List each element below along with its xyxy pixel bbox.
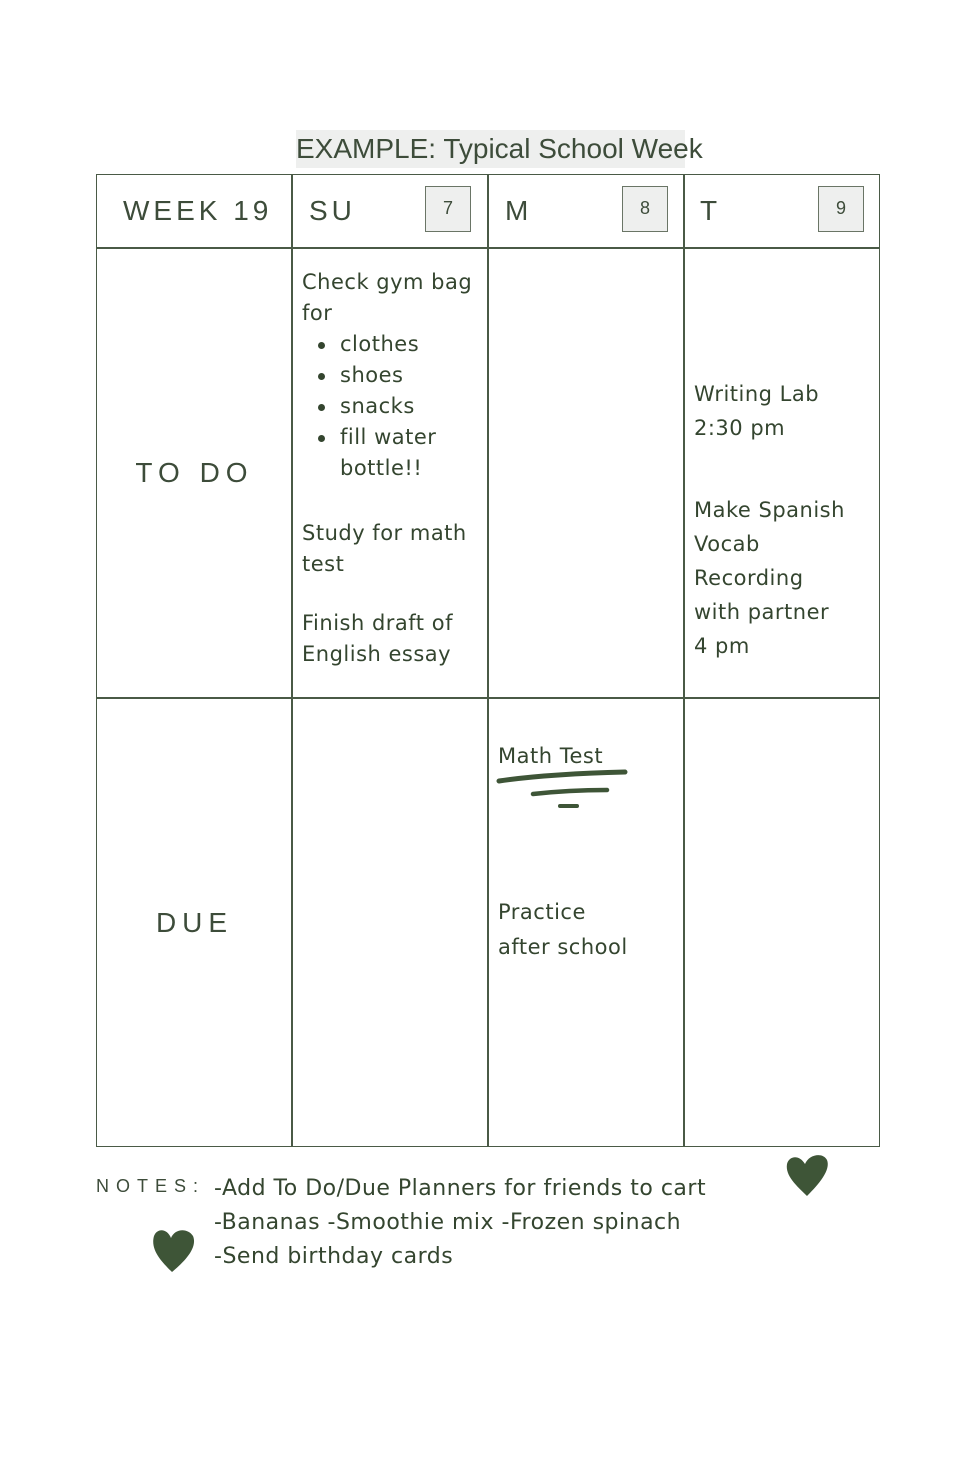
- note-line: -Bananas -Smoothie mix -Frozen spinach: [214, 1210, 682, 1235]
- todo-text: Writing Lab: [694, 382, 820, 406]
- grid-divider: [487, 175, 489, 1146]
- day-name-sunday: SU: [309, 195, 356, 226]
- grid-divider: [97, 697, 879, 699]
- list-item-continuation: bottle!!: [340, 456, 423, 480]
- todo-text: Study for math: [302, 521, 467, 545]
- date-box-tuesday: 9: [818, 186, 864, 232]
- grid-divider: [97, 247, 879, 249]
- todo-text: Vocab: [694, 532, 760, 556]
- due-row-label: DUE: [155, 907, 234, 938]
- date-box-monday: 8: [622, 186, 668, 232]
- note-line: -Send birthday cards: [214, 1244, 454, 1269]
- tuesday-todo: [694, 377, 845, 663]
- list-item: fill water: [302, 422, 472, 453]
- todo-text: test: [302, 552, 345, 576]
- day-name-tuesday: T: [700, 195, 722, 226]
- grid-divider: [683, 175, 685, 1146]
- monday-due-practice: [498, 895, 628, 965]
- due-text: Practice: [498, 900, 586, 924]
- heart-icon: [150, 1226, 198, 1274]
- grid-divider: [291, 175, 293, 1146]
- todo-text: 4 pm: [694, 634, 750, 658]
- list-item: snacks: [302, 391, 472, 422]
- page-title: EXAMPLE: Typical School Week: [296, 130, 685, 168]
- todo-text: with partner: [694, 600, 830, 624]
- due-text: after school: [498, 935, 628, 959]
- underline-marks: [495, 769, 631, 811]
- notes-list: [214, 1172, 706, 1274]
- notes-label: NOTES:: [96, 1176, 206, 1196]
- todo-text: Make Spanish: [694, 498, 845, 522]
- todo-text: 2:30 pm: [694, 416, 786, 440]
- todo-text: Check gym bag: [302, 270, 473, 294]
- date-box-sunday: 7: [425, 186, 471, 232]
- monday-due: [498, 741, 603, 772]
- list-item: shoes: [302, 360, 472, 391]
- heart-icon: [783, 1152, 831, 1198]
- todo-row-label: TO DO: [135, 457, 254, 488]
- due-text: Math Test: [498, 744, 604, 768]
- todo-text: Finish draft of: [302, 611, 453, 635]
- planner-grid: [96, 174, 880, 1147]
- todo-text: Recording: [694, 566, 804, 590]
- sunday-todo: [302, 267, 472, 670]
- day-name-monday: M: [505, 195, 533, 226]
- week-label: WEEK 19: [123, 195, 273, 226]
- note-line: -Add To Do/Due Planners for friends to cart: [214, 1176, 707, 1201]
- todo-text: for: [302, 301, 333, 325]
- todo-text: English essay: [302, 642, 452, 666]
- list-item: clothes: [302, 329, 472, 360]
